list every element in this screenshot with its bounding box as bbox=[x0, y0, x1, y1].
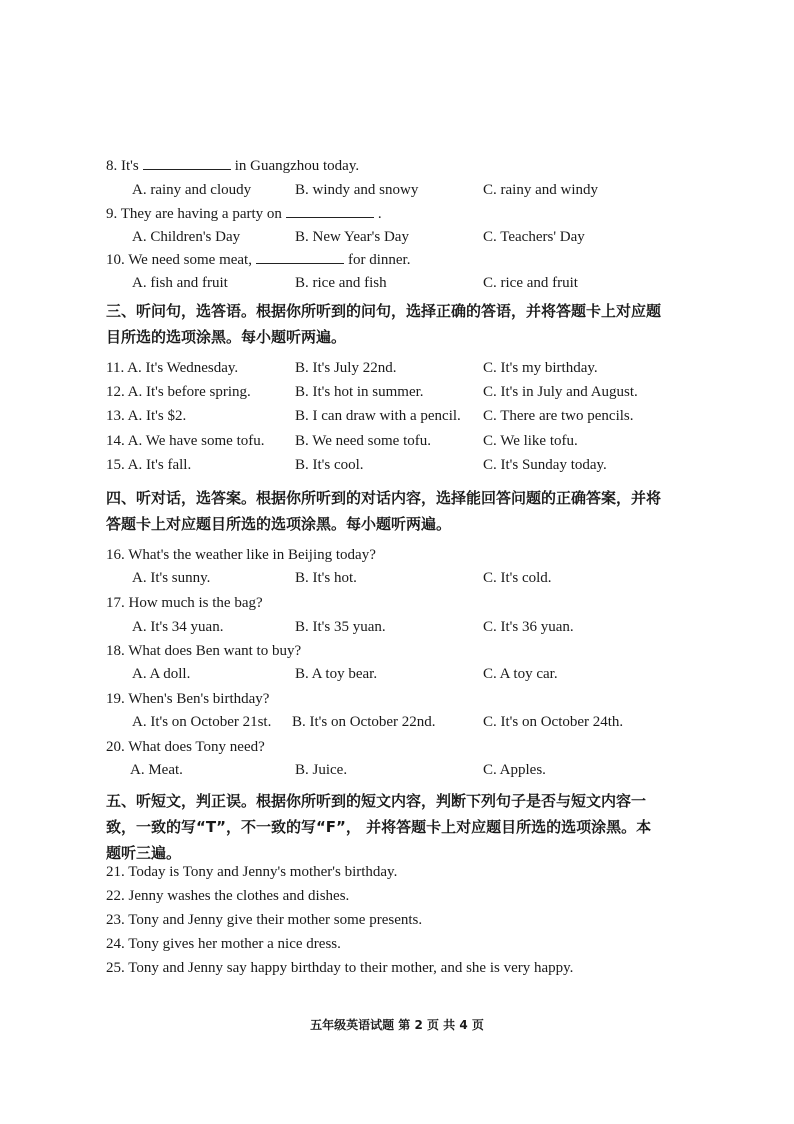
question-8 bbox=[106, 156, 359, 176]
option-15b: B. It's cool. bbox=[295, 457, 364, 473]
option-11c: C. It's my birthday. bbox=[483, 360, 598, 376]
option-13b: B. I can draw with a pencil. bbox=[295, 408, 461, 424]
option-10b: B. rice and fish bbox=[295, 275, 387, 291]
question-8-suffix: in Guangzhou today. bbox=[234, 158, 360, 174]
option-9c: C. Teachers' Day bbox=[483, 229, 585, 245]
option-10a: A. fish and fruit bbox=[132, 275, 228, 291]
option-13a: 13. A. It's $2. bbox=[106, 408, 187, 424]
option-16c: C. It's cold. bbox=[483, 570, 552, 586]
option-12b: B. It's hot in summer. bbox=[295, 384, 424, 400]
option-12a: 12. A. It's before spring. bbox=[106, 384, 251, 400]
option-19c: C. It's on October 24th. bbox=[483, 714, 624, 730]
question-18: 18. What does Ben want to buy? bbox=[106, 643, 302, 659]
section-3-heading: 三、听问句，选答语。根据你所听到的问句，选择正确的答语，并将答题卡上对应题目所选的选项涂黑。每小题听两遍。 bbox=[106, 302, 662, 346]
statement-25: 25. Tony and Jenny say happy birthday to their mother, and she is very happy. bbox=[106, 960, 574, 976]
option-9a: A. Children's Day bbox=[132, 229, 241, 245]
page-footer: 五年级英语试题 第 2 页 共 4 页 bbox=[310, 1018, 484, 1032]
answer-blank bbox=[256, 251, 344, 264]
option-14b: B. We need some tofu. bbox=[295, 433, 431, 449]
option-14c: C. We like tofu. bbox=[483, 433, 578, 449]
option-8a: A. rainy and cloudy bbox=[132, 182, 252, 198]
question-10-prefix: 10. We need some meat, bbox=[106, 252, 252, 268]
question-9-prefix: 9. They are having a party on bbox=[106, 206, 282, 222]
statement-21: 21. Today is Tony and Jenny's mother's birthday. bbox=[106, 864, 398, 880]
option-8b: B. windy and snowy bbox=[295, 182, 419, 198]
question-20: 20. What does Tony need? bbox=[106, 739, 265, 755]
option-8c: C. rainy and windy bbox=[483, 182, 598, 198]
option-12c: C. It's in July and August. bbox=[483, 384, 638, 400]
section-5-heading: 五、听短文，判正误。根据你所听到的短文内容，判断下列句子是否与短文内容一致，一致的写“T”，不一致的写“F”， 并将答题卡上对应题目所选的选项涂黑。本题听三遍。 bbox=[106, 792, 652, 862]
option-15a: 15. A. It's fall. bbox=[106, 457, 192, 473]
statement-24: 24. Tony gives her mother a nice dress. bbox=[106, 936, 341, 952]
option-18b: B. A toy bear. bbox=[295, 666, 378, 682]
question-16: 16. What's the weather like in Beijing today? bbox=[106, 547, 376, 563]
option-10c: C. rice and fruit bbox=[483, 275, 578, 291]
answer-blank bbox=[286, 205, 374, 218]
option-17c: C. It's 36 yuan. bbox=[483, 619, 574, 635]
statement-22: 22. Jenny washes the clothes and dishes. bbox=[106, 888, 350, 904]
option-11b: B. It's July 22nd. bbox=[295, 360, 397, 376]
option-17b: B. It's 35 yuan. bbox=[295, 619, 386, 635]
question-9-suffix: . bbox=[377, 206, 382, 222]
option-16b: B. It's hot. bbox=[295, 570, 357, 586]
option-17a: A. It's 34 yuan. bbox=[132, 619, 224, 635]
option-9b: B. New Year's Day bbox=[295, 229, 409, 245]
option-11a: 11. A. It's Wednesday. bbox=[106, 360, 239, 376]
question-9 bbox=[106, 204, 382, 224]
option-19a: A. It's on October 21st. bbox=[132, 714, 272, 730]
statement-23: 23. Tony and Jenny give their mother some presents. bbox=[106, 912, 423, 928]
question-10-suffix: for dinner. bbox=[347, 252, 411, 268]
option-15c: C. It's Sunday today. bbox=[483, 457, 607, 473]
option-18c: C. A toy car. bbox=[483, 666, 558, 682]
option-14a: 14. A. We have some tofu. bbox=[106, 433, 265, 449]
question-19: 19. When's Ben's birthday? bbox=[106, 691, 270, 707]
section-4-heading: 四、听对话，选答案。根据你所听到的对话内容，选择能回答问题的正确答案，并将答题卡上对应题目所选的选项涂黑。每小题听两遍。 bbox=[106, 489, 662, 533]
question-17: 17. How much is the bag? bbox=[106, 595, 263, 611]
option-13c: C. There are two pencils. bbox=[483, 408, 634, 424]
question-10 bbox=[106, 250, 410, 270]
question-8-prefix: 8. It's bbox=[106, 158, 139, 174]
answer-blank bbox=[143, 157, 231, 170]
option-20b: B. Juice. bbox=[295, 762, 348, 778]
option-16a: A. It's sunny. bbox=[132, 570, 211, 586]
option-18a: A. A doll. bbox=[132, 666, 191, 682]
option-19b: B. It's on October 22nd. bbox=[292, 714, 436, 730]
option-20a: A. Meat. bbox=[130, 762, 183, 778]
option-20c: C. Apples. bbox=[483, 762, 546, 778]
